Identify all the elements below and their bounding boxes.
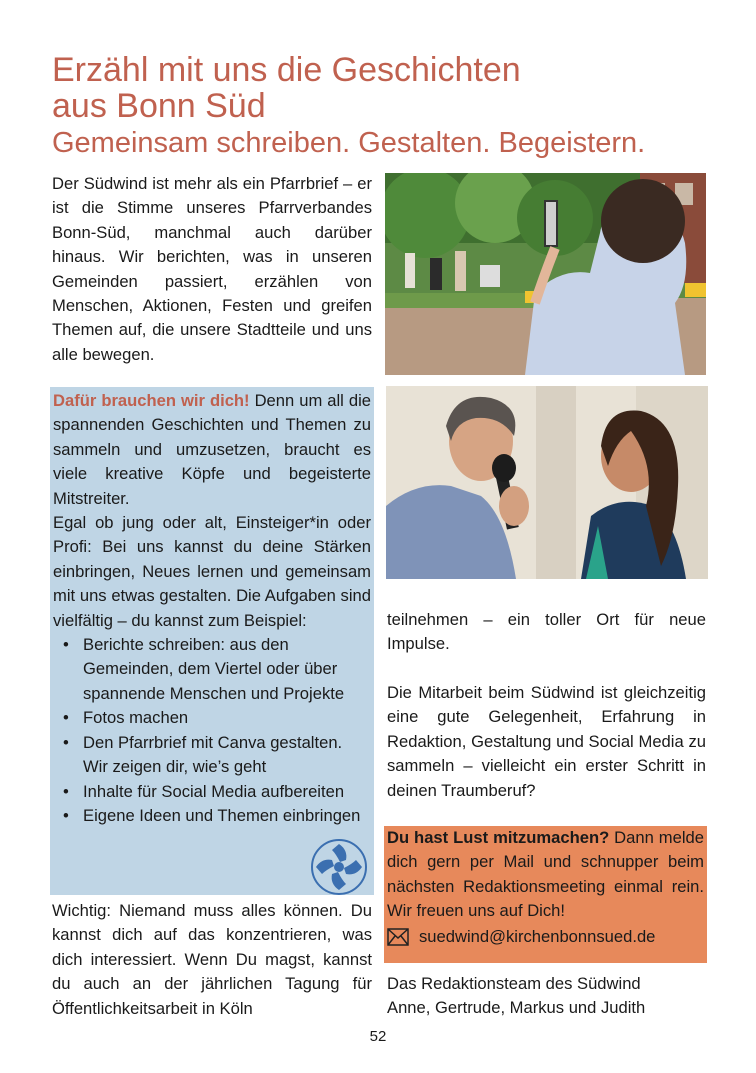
bluebox-highlight: Dafür brauchen wir dich! [53,391,250,410]
list-item: • Den Pfarrbrief mit Canva gestalten. Wir zeigen dir, wie’s geht [53,731,371,780]
bluebox-text-1: Denn um all die spannenden Geschichten und Themen zu sammeln und umzusetzen, braucht es viele kreative Köpfe und begeisterte Mitstreiter. [53,391,371,508]
page-number: 52 [369,1028,387,1045]
task-list [53,633,371,828]
list-item: • Inhalte für Social Media aufbereiten [53,780,371,804]
email-link[interactable]: suedwind@kirchenbonnsued.de [419,926,656,946]
opportunity-paragraph: Die Mitarbeit beim Südwind ist gleichzeitig eine gute Gelegenheit, Erfahrung in Redaktion, Gestaltung und Social Media zu sammeln – vielleicht ein erster Schritt in deinen Traumberuf? [387,683,706,800]
mail-icon [387,928,409,946]
signature-line-1: Das Redaktionsteam des Südwind [387,974,641,993]
contact-box [384,826,707,963]
page-subtitle: Gemeinsam schreiben. Gestalten. Begeistern. [52,127,646,159]
bluebox-text-2: Egal ob jung oder alt, Einsteiger*in oder Profi: Bei uns kannst du deine Stärken einbringen, Neues lernen und gemeinsam mit uns etwas gestalten. Die Aufgaben sind vielfältig – du kannst zum Beispiel: [53,513,371,630]
orangebox-text: Dann melde dich gern per Mail und schnupper beim nächsten Redaktionsmeeting einmal rein. Wir freuen uns auf Dich! [387,828,704,921]
photo-interview [386,386,708,579]
page-title [52,52,732,124]
list-item: • Berichte schreiben: aus den Gemeinden, dem Viertel oder über spannende Menschen und Projekte [53,633,371,706]
continuation-paragraph: teilnehmen – ein toller Ort für neue Impulse. [387,610,706,654]
intro-paragraph: Der Südwind ist mehr als ein Pfarrbrief – er ist die Stimme unseres Pfarrverbandes Bonn-Süd, manchmal auch darüber hinaus. Wir berichten, was in unseren Gemeinden passiert, erzählen von Menschen, Aktionen, Festen und greifen Themen auf, die unsere Stadtteile und uns alle bewegen. [52,174,372,364]
signature [387,972,717,1021]
call-to-action-box [50,387,374,895]
signature-line-2: Anne, Gertrude, Markus und Judith [387,998,646,1018]
title-line-1: Erzähl mit uns die Geschichten [52,51,521,89]
list-item: • Fotos machen [53,706,371,730]
photo-band-filming [385,173,706,375]
important-paragraph: Wichtig: Niemand muss alles können. Du kannst dich auf das konzentrieren, was dich interessiert. Wenn Du magst, kannst du auch an der jährlichen Tagung für Öffentlichkeitsarbeit in Köln [52,901,372,1018]
orangebox-highlight: Du hast Lust mitzumachen? [387,828,610,847]
title-line-2: aus Bonn Süd [52,87,266,125]
list-item: • Eigene Ideen und Themen einbringen [53,804,371,828]
hands-circle-icon [310,838,368,896]
